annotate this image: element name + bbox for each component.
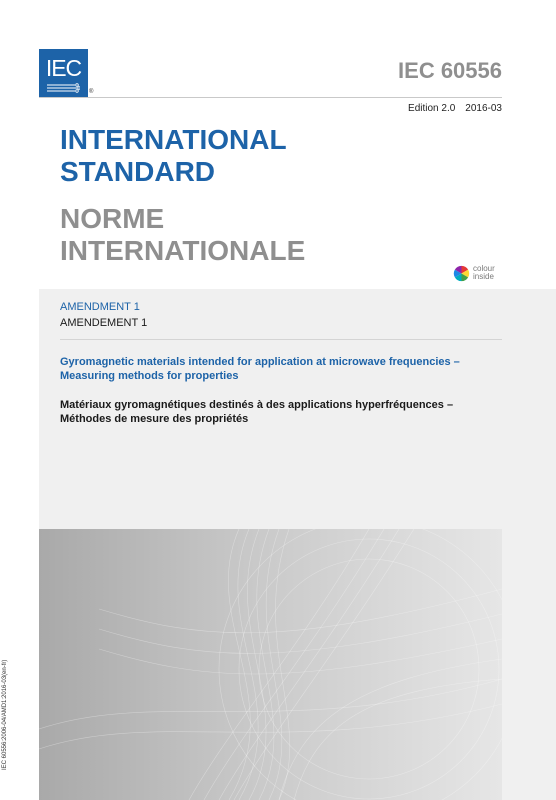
title-fr-line2: INTERNATIONALE: [60, 235, 306, 266]
panel-divider: [60, 339, 502, 340]
iec-logo: [39, 49, 88, 97]
title-en-line2: STANDARD: [60, 156, 216, 187]
subtitle-fr-line1: Matériaux gyromagnétiques destinés à des applications hyperfréquences –: [60, 399, 454, 411]
title-english: [60, 124, 287, 188]
colour-badge-line2: inside: [473, 272, 494, 281]
side-reference: IEC 60556:2006-04/AMD1:2016-03(en-fr): [2, 659, 8, 770]
subtitle-english: [60, 355, 500, 383]
title-fr-line1: NORME: [60, 203, 165, 234]
title-en-line1: INTERNATIONAL: [60, 124, 287, 155]
header-divider: [39, 97, 502, 98]
logo-lines-icon: [47, 83, 80, 93]
edition-date: 2016-03: [465, 103, 502, 114]
subtitle-en-line2: Measuring methods for properties: [60, 370, 239, 382]
subtitle-fr-line2: Méthodes de mesure des propriétés: [60, 413, 249, 425]
amendment-english: AMENDMENT 1: [60, 301, 140, 313]
edition-label: Edition 2.0: [408, 103, 456, 114]
decorative-wave-artwork: [39, 529, 502, 800]
subtitle-french: [60, 398, 500, 426]
standard-number: IEC 60556: [398, 58, 502, 83]
colour-badge-text: [473, 265, 495, 281]
amendment-french: AMENDEMENT 1: [60, 317, 148, 329]
logo-text: IEC: [45, 55, 82, 81]
registered-mark: ®: [89, 89, 94, 95]
colour-badge-line1: colour: [473, 264, 495, 273]
subtitle-en-line1: Gyromagnetic materials intended for application at microwave frequencies –: [60, 356, 460, 368]
colour-wheel-icon: [453, 265, 470, 282]
title-french: [60, 203, 305, 267]
colour-inside-badge: [453, 265, 513, 285]
edition-row: [408, 103, 502, 114]
wave-lines-graphic: [39, 529, 502, 800]
